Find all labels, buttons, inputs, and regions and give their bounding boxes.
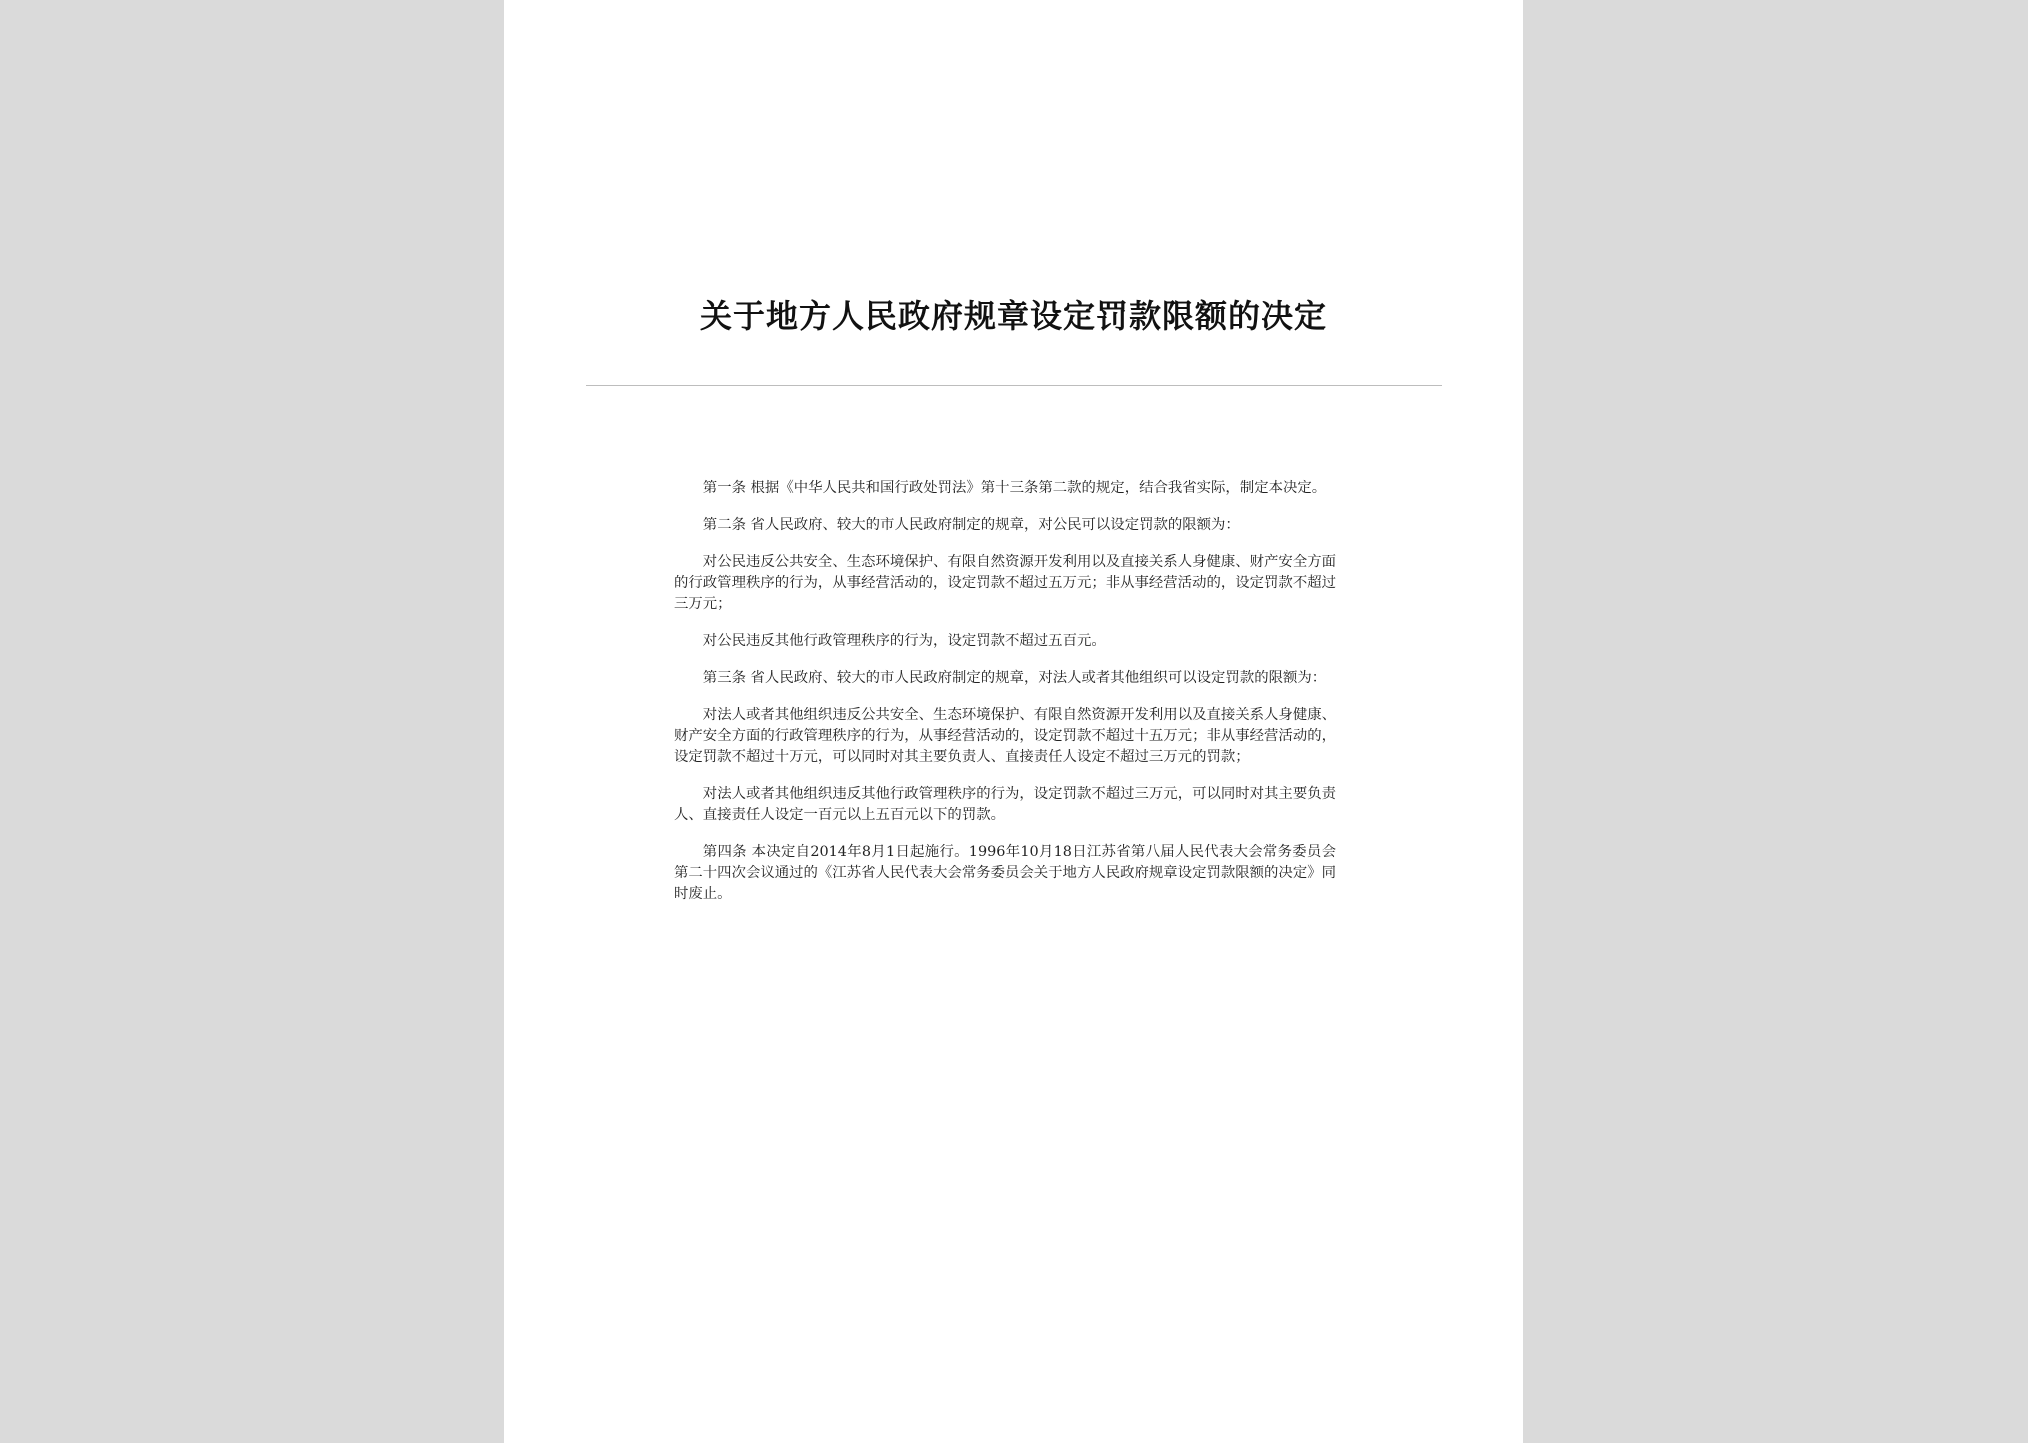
article-3-clause-2: 对法人或者其他组织违反其他行政管理秩序的行为，设定罚款不超过三万元，可以同时对其主要负责人、直接责任人设定一百元以上五百元以下的罚款。 <box>674 786 1336 823</box>
article-1-paragraph: 第一条 根据《中华人民共和国行政处罚法》第十三条第二款的规定，结合我省实际，制定本决定。 <box>702 480 1327 496</box>
article-2-clause-1: 对公民违反公共安全、生态环境保护、有限自然资源开发利用以及直接关系人身健康、财产安全方面的行政管理秩序的行为，从事经营活动的，设定罚款不超过五万元；非从事经营活动的，设定罚款不超过三万元； <box>674 554 1336 612</box>
article-4-paragraph: 第四条 本决定自2014年8月1日起施行。1996年10月18日江苏省第八届人民代表大会常务委员会第二十四次会议通过的《江苏省人民代表大会常务委员会关于地方人民政府规章设定罚款限额的决定》同时废止。 <box>674 844 1336 902</box>
document-page <box>504 0 1523 1443</box>
article-2-clause-2: 对公民违反其他行政管理秩序的行为，设定罚款不超过五百元。 <box>702 633 1106 649</box>
title-divider <box>586 385 1442 386</box>
article-3-paragraph: 第三条 省人民政府、较大的市人民政府制定的规章，对法人或者其他组织可以设定罚款的限额为： <box>702 670 1327 686</box>
article-3-clause-1: 对法人或者其他组织违反公共安全、生态环境保护、有限自然资源开发利用以及直接关系人身健康、财产安全方面的行政管理秩序的行为，从事经营活动的，设定罚款不超过十五万元；非从事经营活动的，设定罚款不超过十万元，可以同时对其主要负责人、直接责任人设定不超过三万元的罚款； <box>674 707 1336 765</box>
article-2-paragraph: 第二条 省人民政府、较大的市人民政府制定的规章，对公民可以设定罚款的限额为： <box>702 517 1240 533</box>
document-title: 关于地方人民政府规章设定罚款限额的决定 <box>699 297 1327 335</box>
document-body <box>674 478 1336 921</box>
